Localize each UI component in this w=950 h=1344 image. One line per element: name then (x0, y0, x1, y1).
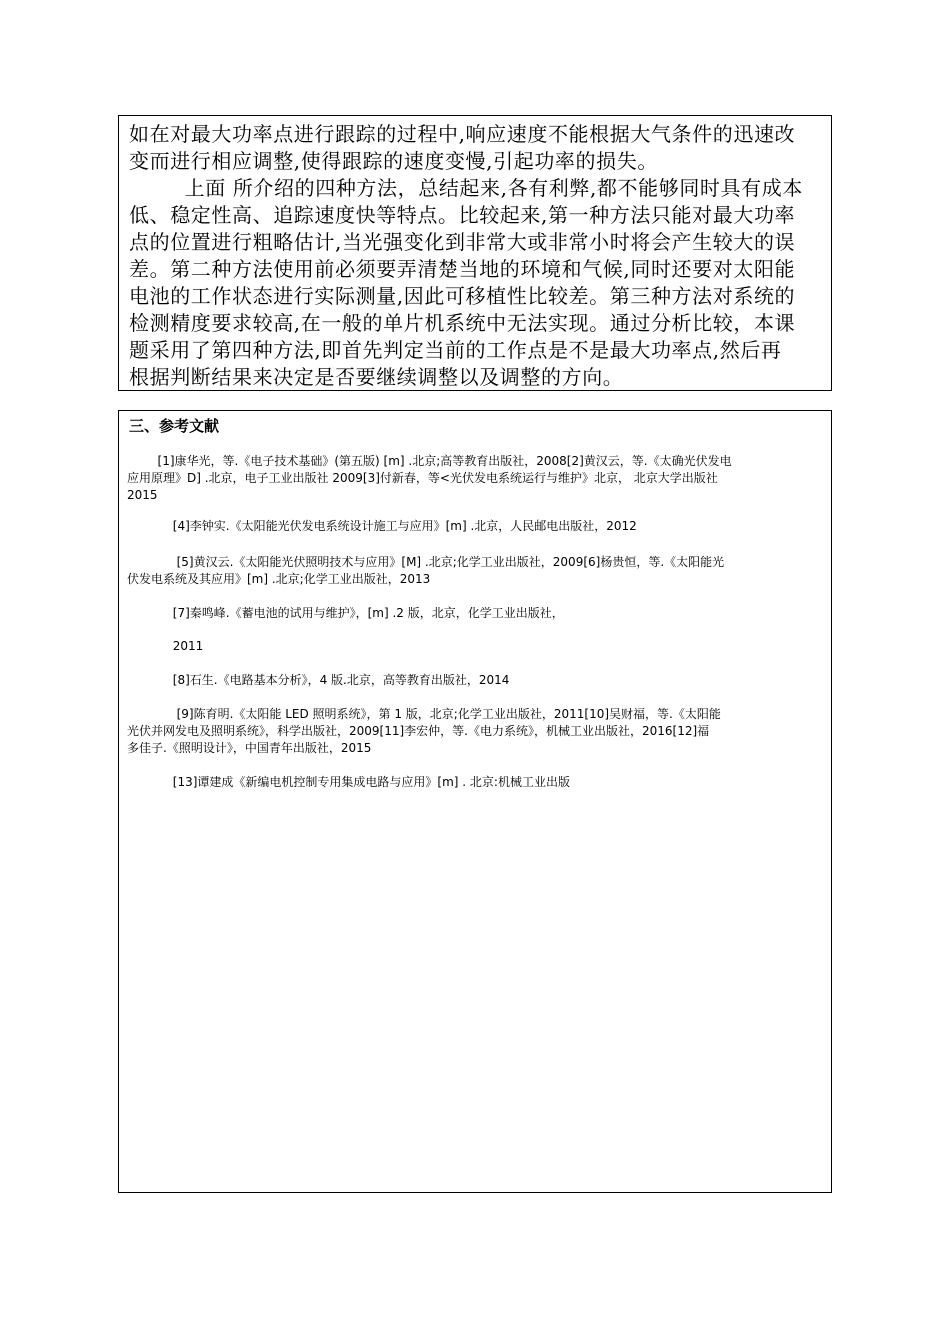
reference-line: 多佳子.《照明设计》，中国青年出版社，2015 (127, 741, 372, 755)
reference-line: [5]黄汉云.《太阳能光伏照明技术与应用》[M] .北京;化学工业出版社，2009[6]杨贵恒，等.《太阳能光 (127, 555, 725, 569)
reference-line: 2015 (127, 488, 158, 502)
reference-line: [8]石生.《电路基本分析》，4 版.北京，高等教育出版社，2014 (127, 673, 510, 687)
body-text-line: 点的位置进行粗略估计,当光强变化到非常大或非常小时将会产生较大的误 (129, 230, 796, 254)
body-text-line: 如在对最大功率点进行跟踪的过程中,响应速度不能根据大气条件的迅速改 (129, 122, 796, 146)
reference-line: [4]李钟实.《太阳能光伏发电系统设计施工与应用》[m] .北京，人民邮电出版社，2012 (127, 519, 637, 533)
reference-line: [1]康华光，等.《电子技术基础》(第五版) [m] .北京;高等教育出版社，2008[2]黄汉云，等.《太确光伏发电 (127, 454, 732, 468)
body-text-box (118, 115, 832, 391)
body-text-line: 上面 所介绍的四种方法，总结起来,各有利弊,都不能够同时具有成本 (129, 176, 803, 200)
reference-line: [13]谭建成《新编电机控制专用集成电路与应用》[m] . 北京:机械工业出版 (127, 775, 570, 789)
reference-line: [9]陈育明.《太阳能 LED 照明系统》，第 1 版，北京;化学工业出版社，2011[10]吴财福，等.《太阳能 (127, 707, 721, 721)
body-text-line: 检测精度要求较高,在一般的单片机系统中无法实现。通过分析比较，本课 (129, 311, 796, 335)
body-text-line: 电池的工作状态进行实际测量,因此可移植性比较差。第三种方法对系统的 (129, 284, 796, 308)
body-text-line: 低、稳定性高、追踪速度快等特点。比较起来,第一种方法只能对最大功率 (129, 203, 796, 227)
body-text-line: 根据判断结果来决定是否要继续调整以及调整的方向。 (129, 365, 624, 389)
reference-line: [7]秦鸣峰.《蓄电池的试用与维护》，[m] .2 版，北京，化学工业出版社， (127, 606, 564, 620)
body-text-line: 题采用了第四种方法,即首先判定当前的工作点是不是最大功率点,然后再 (129, 338, 782, 362)
reference-line: 伏发电系统及其应用》[m] .北京;化学工业出版社，2013 (127, 572, 431, 586)
references-box (118, 410, 832, 1193)
reference-line: 应用原理》D] .北京，电子工业出版社 2009[3]付新春，等<光伏发电系统运行与维护》北京， 北京大学出版社 (127, 471, 718, 485)
body-text-line: 变而进行相应调整,使得跟踪的速度变慢,引起功率的损失。 (129, 149, 658, 173)
body-text-line: 差。第二种方法使用前必须要弄清楚当地的环境和气候,同时还要对太阳能 (129, 257, 796, 281)
reference-line: 2011 (127, 639, 204, 653)
references-title: 三、参考文献 (129, 417, 220, 435)
reference-line: 光伏并网发电及照明系统》，科学出版社，2009[11]李宏仲，等.《电力系统》，机械工业出版社，2016[12]福 (127, 724, 710, 738)
